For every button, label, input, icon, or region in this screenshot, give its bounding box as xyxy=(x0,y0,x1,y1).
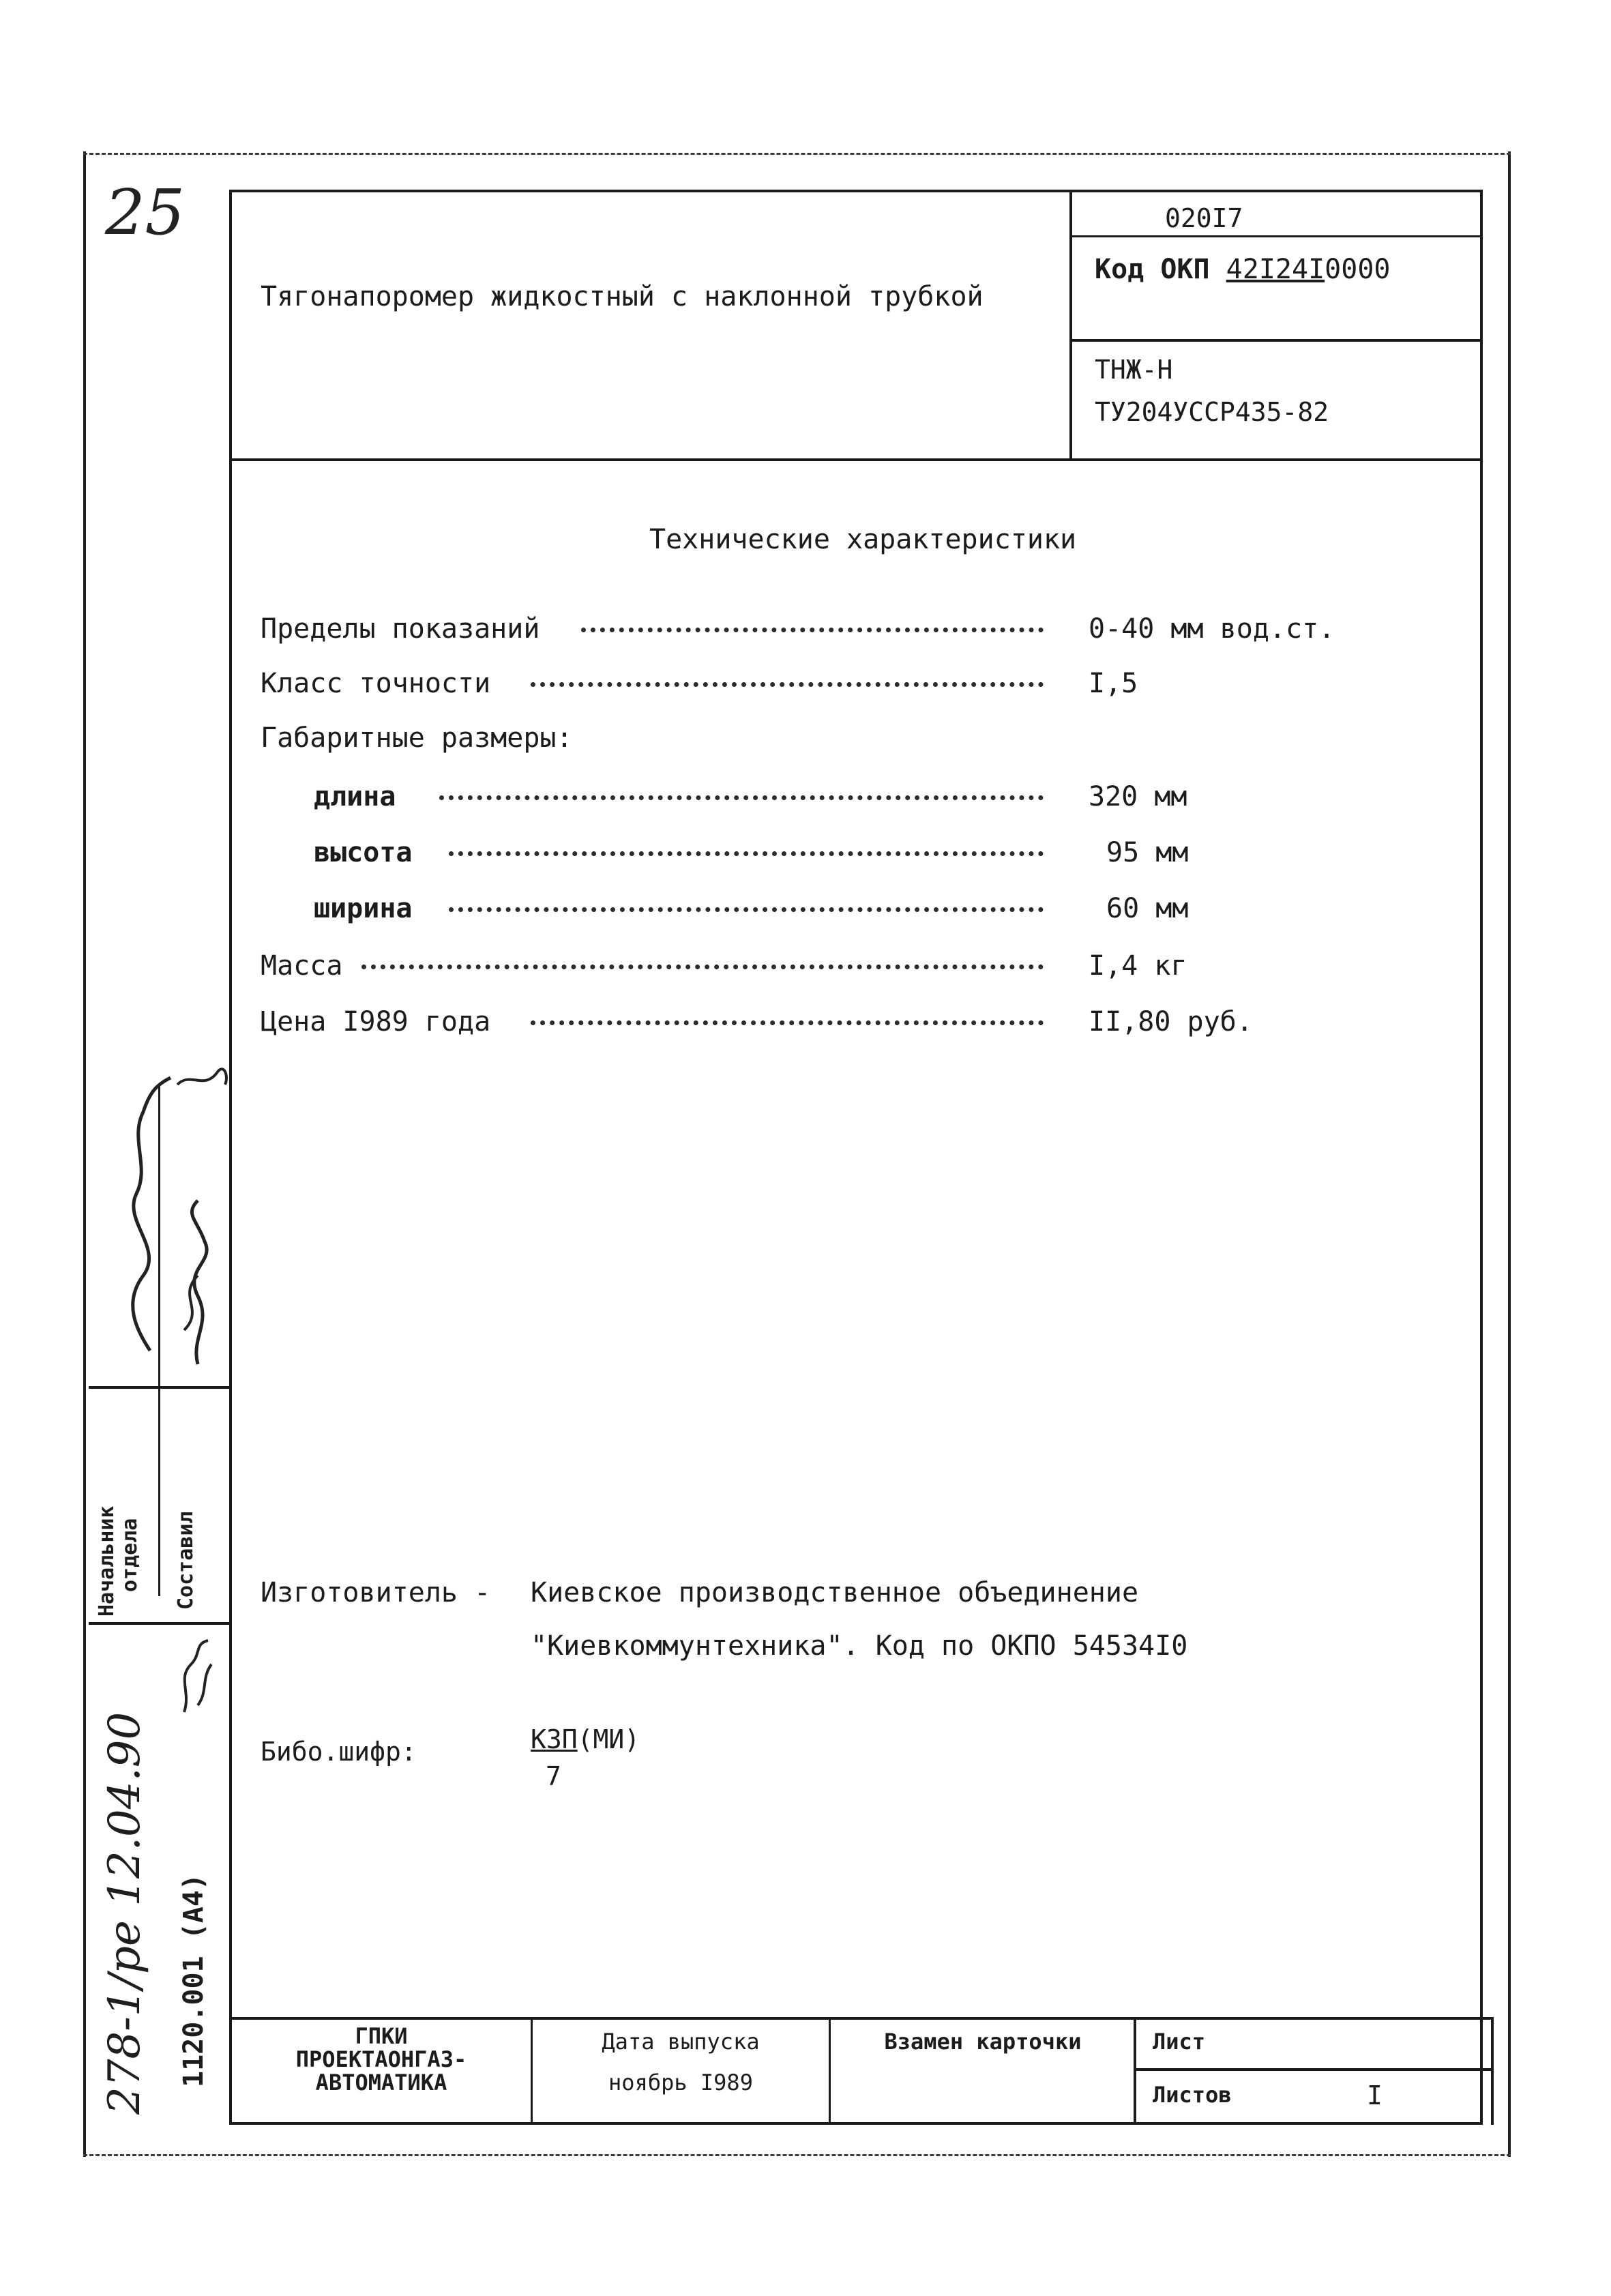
spec-label: ширина xyxy=(314,893,413,924)
organization-line1: ГПКИ xyxy=(355,2023,408,2049)
spec-row-height xyxy=(261,836,1393,870)
organization-name xyxy=(235,2025,528,2094)
spec-label: Класс точности xyxy=(261,668,491,699)
issue-date-label: Дата выпуска xyxy=(602,2029,760,2055)
footer-divider-2 xyxy=(829,2017,831,2125)
manufacturer-name: Киевское производственное объединение xyxy=(531,1577,1139,1608)
spec-dots xyxy=(439,795,1044,800)
spec-dots xyxy=(581,628,1044,632)
frame-bottom-border xyxy=(83,2154,1511,2156)
manufacturer-details: "Киевкоммунтехника". Код по ОКПО 545З4I0 xyxy=(531,1630,1188,1662)
product-title: Тягонапоромер жидкостный с наклонной трубкой xyxy=(261,281,984,312)
spec-label: Пределы показаний xyxy=(261,613,540,645)
spec-dots xyxy=(531,682,1044,687)
okp-code xyxy=(1095,254,1391,285)
spec-row-accuracy xyxy=(261,667,1393,701)
card-code: 020I7 xyxy=(1165,203,1243,233)
sheets-count-value: I xyxy=(1367,2080,1383,2110)
sheets-count-label: Листов xyxy=(1153,2082,1232,2108)
compiled-by-label: Составил xyxy=(174,1511,198,1610)
frame-top-border xyxy=(83,153,1511,155)
technical-standard: ТУ204УССР435-82 xyxy=(1095,397,1329,427)
spec-label: Масса xyxy=(261,950,343,982)
spec-label: длина xyxy=(314,781,396,812)
organization-line3: АВТОМАТИКА xyxy=(315,2070,447,2095)
header-divider xyxy=(229,458,1483,461)
initials-scribble xyxy=(171,1637,225,1719)
spec-row-dimensions-heading xyxy=(261,722,1393,756)
card-frame xyxy=(229,190,1483,2125)
handwritten-registration: 278-1/ре 12.04.90 xyxy=(100,1711,150,2115)
head-label-line1: Начальник xyxy=(95,1505,119,1617)
spec-dots xyxy=(449,907,1044,912)
organization-line2: ПРОЕКТАОНГАЗ- xyxy=(295,2046,467,2072)
issue-date: ноябрь I989 xyxy=(608,2070,753,2095)
spec-value: 0-40 мм вод.ст. xyxy=(1089,613,1335,645)
footer-sheet-divider xyxy=(1134,2068,1494,2071)
header-code-divider xyxy=(1069,235,1483,237)
spec-label: Габаритные размеры: xyxy=(261,722,573,754)
sheet-label: Лист xyxy=(1153,2029,1206,2055)
spec-value: 95 мм xyxy=(1106,837,1189,868)
model-name: ТНЖ-Н xyxy=(1095,355,1173,385)
spec-dots xyxy=(531,1020,1044,1025)
library-code xyxy=(531,1724,640,1754)
spec-dots xyxy=(361,965,1044,969)
okp-code-suffix: 0000 xyxy=(1325,254,1391,285)
footer-right-line xyxy=(1491,2017,1494,2125)
spec-value: 60 мм xyxy=(1106,893,1189,924)
document-code: 1120.001 (А4) xyxy=(178,1873,209,2087)
head-of-department-label xyxy=(95,1505,142,1617)
head-label-line2: отдела xyxy=(118,1518,142,1592)
header-model-divider xyxy=(1069,339,1483,342)
specs-title: Технические характеристики xyxy=(649,524,1077,555)
spec-label: высота xyxy=(314,837,413,868)
spec-value: 320 мм xyxy=(1089,781,1187,812)
okp-code-prefix: 42I24I xyxy=(1226,254,1325,285)
spec-value: II,80 руб. xyxy=(1089,1006,1253,1037)
spec-row-mass xyxy=(261,950,1393,984)
spec-row-length xyxy=(261,780,1393,814)
spec-value: I,4 кг xyxy=(1089,950,1187,982)
side-strip-top-line xyxy=(89,1386,229,1389)
manufacturer-label: Изготовитель - xyxy=(261,1577,491,1608)
signature-scribbles xyxy=(95,1044,232,1385)
page-number: 25 xyxy=(105,176,186,249)
footer-top-line xyxy=(229,2017,1494,2020)
spec-value: I,5 xyxy=(1089,668,1138,699)
spec-row-width xyxy=(261,892,1393,926)
header-vertical-divider xyxy=(1069,190,1072,458)
library-label: Бибо.шифр: xyxy=(261,1737,417,1767)
spec-row-range xyxy=(261,613,1393,647)
library-code-top: КЗП xyxy=(531,1724,578,1754)
okp-label: Код ОКП xyxy=(1095,254,1210,285)
library-code-suffix: (МИ) xyxy=(577,1724,640,1754)
spec-row-price xyxy=(261,1005,1393,1040)
footer-divider-1 xyxy=(531,2017,533,2125)
library-code-bottom: 7 xyxy=(546,1761,561,1791)
frame-right-border xyxy=(1508,151,1511,2157)
replaces-card-label: Взамен карточки xyxy=(884,2029,1082,2055)
footer-divider-3 xyxy=(1134,2017,1136,2125)
side-strip-bottom-line xyxy=(89,1622,229,1625)
frame-left-border xyxy=(83,151,86,2157)
spec-label: Цена I989 года xyxy=(261,1006,491,1037)
spec-dots xyxy=(449,851,1044,856)
